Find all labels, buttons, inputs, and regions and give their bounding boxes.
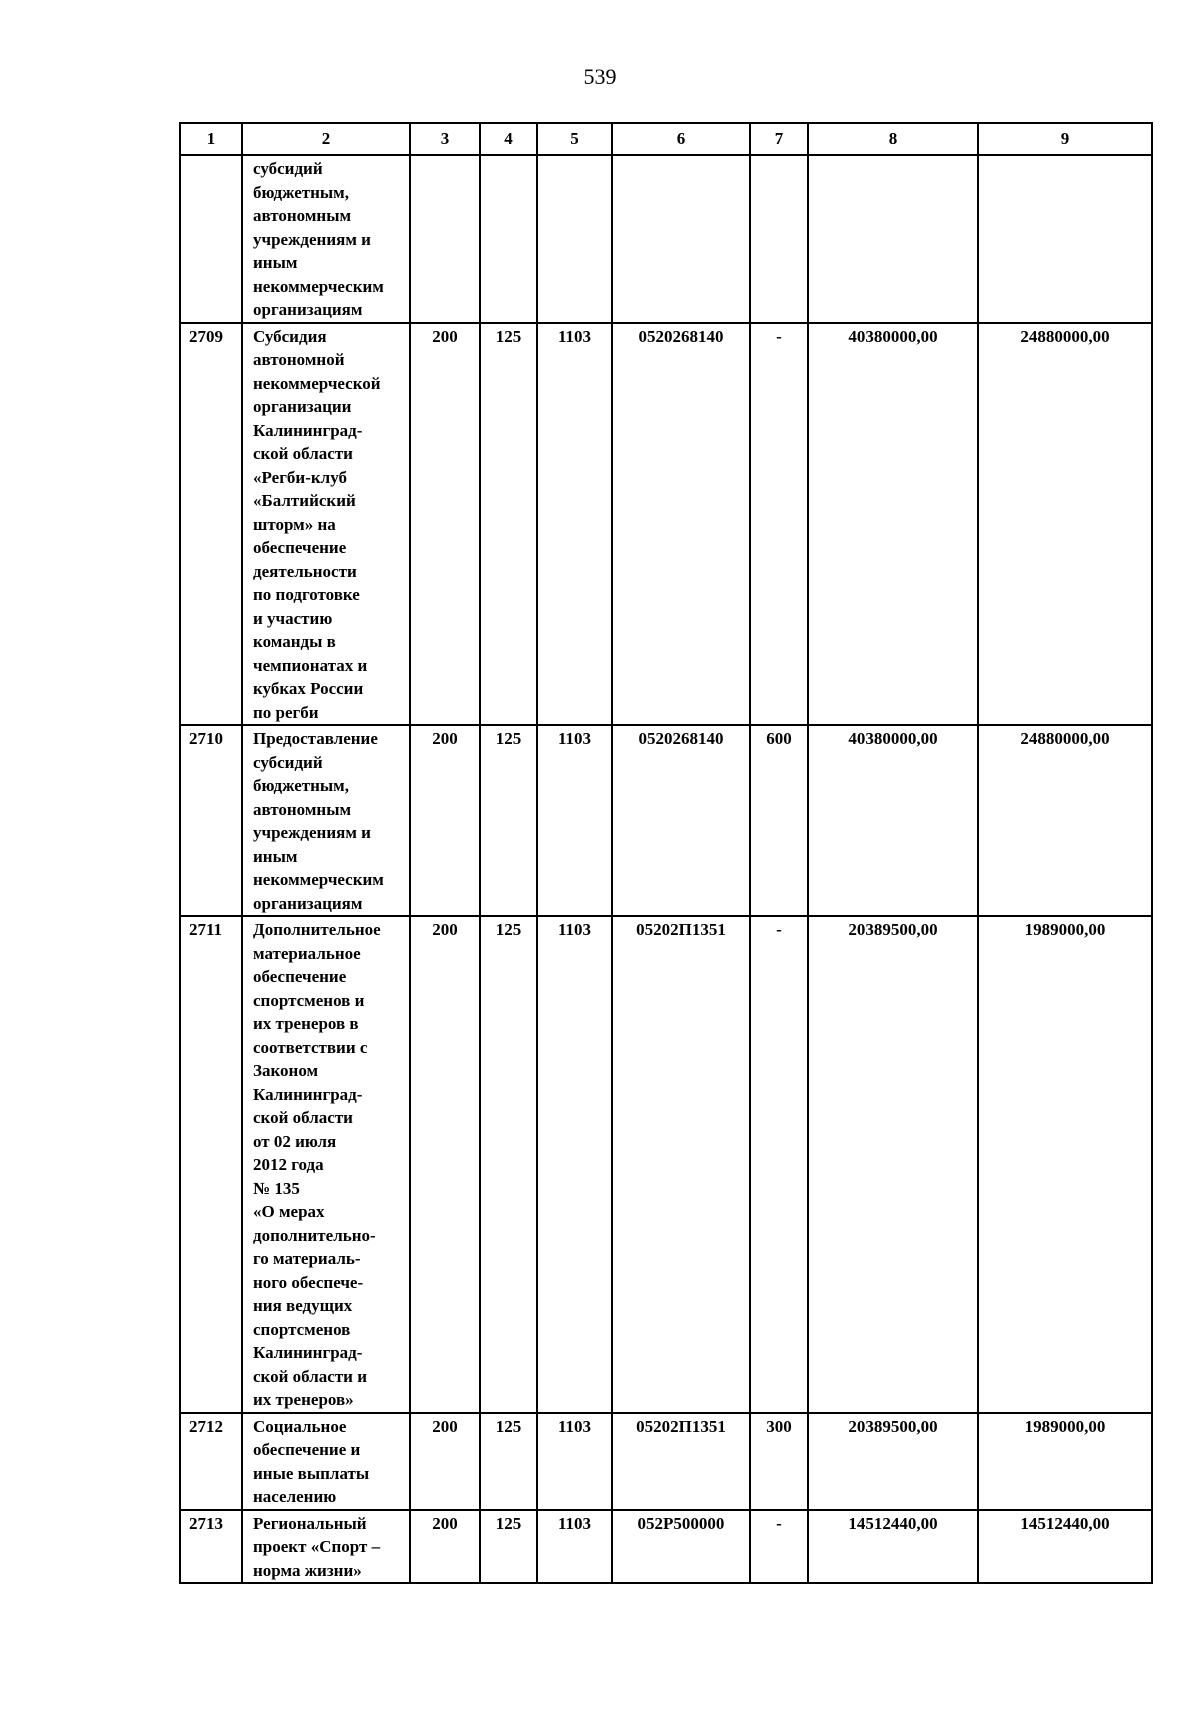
row-name-line: учреждениям и: [253, 823, 371, 842]
row-name-line: ской области: [253, 444, 353, 463]
row-name-line: некоммерческим: [253, 870, 384, 889]
row-col-8-cell: 40380000,00: [808, 725, 978, 916]
row-name-line: ской области и: [253, 1366, 368, 1386]
row-col-7-cell: -: [750, 1510, 808, 1584]
row-number-cell: 2709: [180, 323, 242, 726]
row-col-4-cell: 125: [480, 1510, 537, 1584]
row-name-line: автономным: [253, 799, 352, 819]
row-name-line: деятельности: [253, 561, 357, 581]
row-name-line: 2012 года: [253, 1155, 324, 1174]
row-number-cell: 2711: [180, 916, 242, 1413]
header-col-9: 9: [978, 123, 1152, 155]
row-col-4-cell: 125: [480, 1413, 537, 1510]
row-name-line: материальное: [253, 943, 361, 963]
row-col-3-cell: [410, 155, 480, 323]
table-row: [180, 155, 1152, 323]
header-col-5: 5: [537, 123, 612, 155]
row-number-cell: 2712: [180, 1413, 242, 1510]
table-body: [180, 155, 1152, 1583]
header-col-2: 2: [242, 123, 410, 155]
row-col-6-cell: 0520268140: [612, 725, 750, 916]
row-name-line: Калининград-: [253, 420, 363, 440]
table-row: [180, 323, 1152, 726]
row-col-8-cell: 20389500,00: [808, 1413, 978, 1510]
row-name-line: Региональный: [253, 1513, 367, 1533]
header-col-3: 3: [410, 123, 480, 155]
row-name-line: организации: [253, 397, 352, 416]
row-col-5-cell: 1103: [537, 323, 612, 726]
row-name-line: от 02 июля: [253, 1131, 337, 1151]
row-col-3-cell: 200: [410, 1510, 480, 1584]
header-col-7: 7: [750, 123, 808, 155]
row-name-line: ния ведущих: [253, 1296, 353, 1315]
row-name-line: Законом: [253, 1061, 319, 1080]
header-col-1: 1: [180, 123, 242, 155]
row-name-cell: [242, 1413, 410, 1510]
row-name-line: спортсменов и: [253, 990, 365, 1010]
row-col-5-cell: 1103: [537, 916, 612, 1413]
row-name-line: населению: [253, 1487, 337, 1506]
row-col-4-cell: 125: [480, 916, 537, 1413]
row-number-cell: 2713: [180, 1510, 242, 1584]
row-col-9-cell: 1989000,00: [978, 1413, 1152, 1510]
row-name-line: «О мерах: [253, 1202, 325, 1221]
row-name-line: субсидий: [253, 159, 323, 178]
row-name-line: Дополнительное: [253, 920, 381, 939]
row-name-line: Субсидия: [253, 326, 327, 346]
row-col-7-cell: -: [750, 916, 808, 1413]
row-col-8-cell: 40380000,00: [808, 323, 978, 726]
row-name-line: «Регби-клуб: [253, 467, 347, 487]
row-name-line: «Балтийский: [253, 491, 356, 510]
row-col-9-cell: 1989000,00: [978, 916, 1152, 1413]
header-col-8: 8: [808, 123, 978, 155]
row-col-3-cell: 200: [410, 1413, 480, 1510]
row-number-cell: [180, 155, 242, 323]
row-name-line: го материаль-: [253, 1249, 361, 1268]
row-name-line: субсидий: [253, 752, 323, 772]
row-name-line: шторм» на: [253, 514, 336, 534]
row-name-line: проект «Спорт –: [253, 1537, 381, 1556]
row-col-3-cell: 200: [410, 916, 480, 1413]
row-col-4-cell: [480, 155, 537, 323]
row-col-6-cell: [612, 155, 750, 323]
row-name-line: Калининград-: [253, 1343, 363, 1362]
row-name-cell: [242, 725, 410, 916]
row-col-6-cell: 05202П1351: [612, 1413, 750, 1510]
row-name-line: спортсменов: [253, 1319, 351, 1339]
row-col-7-cell: 600: [750, 725, 808, 916]
row-name-line: обеспечение: [253, 538, 347, 557]
row-name-line: иным: [253, 253, 298, 272]
row-name-line: бюджетным,: [253, 776, 350, 795]
row-name-line: их тренеров в: [253, 1014, 359, 1033]
row-name-cell: [242, 916, 410, 1413]
row-name-line: их тренеров»: [253, 1390, 354, 1409]
row-name-line: иным: [253, 846, 298, 866]
row-name-line: команды в: [253, 632, 336, 651]
row-col-7-cell: -: [750, 323, 808, 726]
row-name-line: Социальное: [253, 1416, 347, 1436]
row-col-8-cell: 14512440,00: [808, 1510, 978, 1584]
row-name-line: бюджетным,: [253, 182, 350, 202]
row-name-line: организациям: [253, 300, 363, 319]
row-name-line: соответствии с: [253, 1037, 368, 1057]
row-col-6-cell: 05202П1351: [612, 916, 750, 1413]
table-row: [180, 916, 1152, 1413]
row-col-7-cell: [750, 155, 808, 323]
row-name-line: автономной: [253, 350, 345, 369]
row-name-line: Предоставление: [253, 729, 378, 748]
table-row: [180, 1413, 1152, 1510]
row-name-line: некоммерческим: [253, 276, 384, 296]
row-col-5-cell: [537, 155, 612, 323]
row-name-line: некоммерческой: [253, 373, 381, 393]
header-col-4: 4: [480, 123, 537, 155]
row-name-cell: [242, 1510, 410, 1584]
row-col-8-cell: 20389500,00: [808, 916, 978, 1413]
row-col-5-cell: 1103: [537, 1413, 612, 1510]
row-name-line: автономным: [253, 206, 352, 225]
row-col-6-cell: 0520268140: [612, 323, 750, 726]
row-col-9-cell: 24880000,00: [978, 725, 1152, 916]
row-name-line: обеспечение: [253, 967, 347, 986]
budget-table: [179, 122, 1153, 1584]
row-name-line: чемпионатах и: [253, 655, 368, 675]
row-name-line: организациям: [253, 893, 363, 913]
row-name-line: по регби: [253, 702, 319, 722]
row-col-5-cell: 1103: [537, 1510, 612, 1584]
row-col-8-cell: [808, 155, 978, 323]
row-col-4-cell: 125: [480, 725, 537, 916]
row-name-line: учреждениям и: [253, 229, 371, 249]
row-name-line: иные выплаты: [253, 1463, 370, 1483]
row-number-cell: 2710: [180, 725, 242, 916]
row-col-5-cell: 1103: [537, 725, 612, 916]
row-col-9-cell: 24880000,00: [978, 323, 1152, 726]
row-col-9-cell: 14512440,00: [978, 1510, 1152, 1584]
row-name-line: № 135: [253, 1178, 300, 1198]
row-name-line: обеспечение и: [253, 1440, 361, 1459]
table-row: [180, 725, 1152, 916]
row-name-line: ской области: [253, 1108, 353, 1127]
row-col-3-cell: 200: [410, 725, 480, 916]
row-name-line: по подготовке: [253, 585, 360, 604]
row-name-line: дополнительно-: [253, 1225, 376, 1245]
header-col-6: 6: [612, 123, 750, 155]
row-col-3-cell: 200: [410, 323, 480, 726]
row-name-cell: [242, 323, 410, 726]
page-number: 539: [583, 64, 617, 89]
row-name-line: Калининград-: [253, 1084, 363, 1104]
row-name-line: норма жизни»: [253, 1560, 362, 1580]
table-row: [180, 1510, 1152, 1584]
row-col-9-cell: [978, 155, 1152, 323]
row-name-line: и участию: [253, 608, 333, 628]
row-name-line: кубках России: [253, 679, 364, 698]
row-name-line: ного обеспече-: [253, 1272, 364, 1292]
row-col-7-cell: 300: [750, 1413, 808, 1510]
row-col-4-cell: 125: [480, 323, 537, 726]
header-row: [180, 123, 1152, 155]
row-name-cell: [242, 155, 410, 323]
row-col-6-cell: 052Р500000: [612, 1510, 750, 1584]
